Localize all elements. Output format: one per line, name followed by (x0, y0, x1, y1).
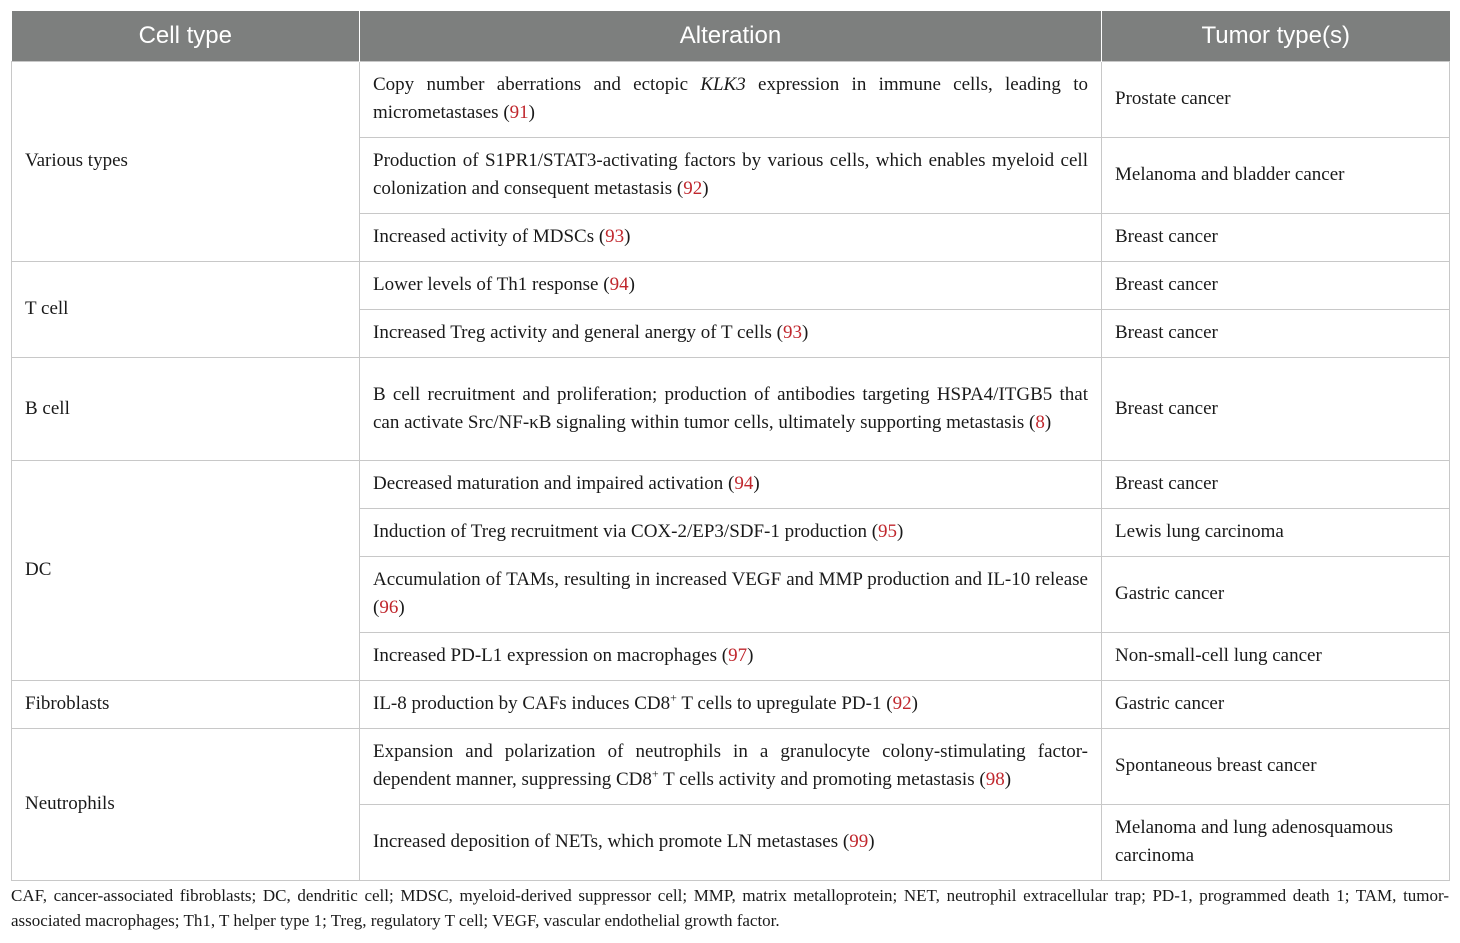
alteration-text: Expansion and polarization of neutrophils in a granulocyte colony-stimulating factor-dependent manner, suppressing CD8 (373, 741, 1088, 790)
tumor-type-cell: Melanoma and bladder cancer (1102, 138, 1450, 214)
alteration-text: ) (1004, 769, 1012, 790)
alteration-text: Lower levels of Th1 response ( (373, 274, 610, 295)
reference-link[interactable]: 91 (509, 102, 529, 123)
alteration-text: T cells to upregulate PD-1 ( (676, 693, 893, 714)
cell-type-cell: Fibroblasts (12, 681, 360, 729)
superscript: + (651, 766, 659, 781)
table-row (12, 262, 1450, 310)
alteration-text: B cell recruitment and proliferation; production of antibodies targeting HSPA4/ITGB5 that can activate Src/NF-κB signaling within tumor cells, ultimately supporting metastasis ( (373, 383, 1088, 433)
alteration-text: ) (528, 102, 535, 123)
alteration-cell (360, 633, 1102, 681)
alteration-text: T cells activity and promoting metastasis ( (658, 769, 986, 790)
cell-type-cell: B cell (12, 358, 360, 461)
tumor-type-cell: Melanoma and lung adenosquamous carcinoma (1102, 805, 1450, 881)
alteration-text: ) (747, 645, 754, 666)
reference-link[interactable]: 95 (878, 521, 898, 542)
alteration-text: ) (624, 226, 631, 247)
reference-link[interactable]: 8 (1035, 411, 1045, 433)
table-row (12, 729, 1450, 805)
alteration-text: Copy number aberrations and ectopic (373, 74, 701, 95)
table-footnote: CAF, cancer-associated fibroblasts; DC, dendritic cell; MDSC, myeloid-derived suppressor cell; MMP, matrix metalloprotein; NET, neutrophil extracellular trap; PD-1, programmed death 1; TAM, tumor-associated macrophages; Th1, T helper type 1; Treg, regulatory T cell; VEGF, vascular endothelial growth factor. (11, 886, 1449, 930)
superscript: + (670, 690, 677, 705)
gene-name: KLK3 (700, 74, 746, 95)
alteration-text: ) (753, 473, 760, 494)
alteration-cell (360, 62, 1102, 138)
alteration-text: Decreased maturation and impaired activation ( (373, 473, 735, 494)
alteration-text: Accumulation of TAMs, resulting in increased VEGF and MMP production and IL-10 release ( (373, 569, 1088, 618)
alteration-cell (360, 729, 1102, 805)
alteration-cell (360, 310, 1102, 358)
cell-type-cell: Various types (12, 62, 360, 262)
alteration-text: Increased activity of MDSCs ( (373, 226, 606, 247)
tumor-type-cell: Non-small-cell lung cancer (1102, 633, 1450, 681)
tumor-type-cell: Gastric cancer (1102, 557, 1450, 633)
reference-link[interactable]: 92 (892, 693, 912, 714)
tumor-type-cell: Lewis lung carcinoma (1102, 509, 1450, 557)
reference-link[interactable]: 96 (379, 597, 399, 618)
alteration-cell (360, 358, 1102, 461)
table-body (12, 62, 1450, 881)
tumor-type-cell: Breast cancer (1102, 214, 1450, 262)
table-row (12, 681, 1450, 729)
reference-link[interactable]: 98 (985, 769, 1005, 790)
header-row (12, 11, 1450, 62)
reference-link[interactable]: 99 (849, 831, 869, 852)
alteration-cell (360, 262, 1102, 310)
alteration-text: Induction of Treg recruitment via COX-2/EP3/SDF-1 production ( (373, 521, 879, 542)
tumor-type-cell: Prostate cancer (1102, 62, 1450, 138)
alteration-text: ) (868, 831, 875, 852)
tumor-type-cell: Breast cancer (1102, 262, 1450, 310)
alteration-text: Production of S1PR1/STAT3-activating factors by various cells, which enables myeloid cell colonization and consequent metastasis ( (373, 150, 1088, 199)
reference-link[interactable]: 97 (728, 645, 748, 666)
alteration-cell (360, 509, 1102, 557)
alteration-cell (360, 805, 1102, 881)
alteration-cell (360, 557, 1102, 633)
reference-link[interactable]: 93 (782, 322, 802, 343)
alteration-cell (360, 138, 1102, 214)
tumor-type-cell: Spontaneous breast cancer (1102, 729, 1450, 805)
alteration-text: ) (897, 521, 904, 542)
reference-link[interactable]: 94 (609, 274, 629, 295)
alteration-text: expression in immune cells, leading to micrometastases ( (373, 74, 1088, 123)
cell-type-cell: Neutrophils (12, 729, 360, 881)
reference-link[interactable]: 92 (683, 178, 703, 199)
alteration-text: Increased deposition of NETs, which promote LN metastases ( (373, 831, 850, 852)
alteration-cell (360, 681, 1102, 729)
table-row (12, 62, 1450, 138)
reference-link[interactable]: 93 (605, 226, 625, 247)
tumor-type-cell: Breast cancer (1102, 461, 1450, 509)
tumor-type-cell: Gastric cancer (1102, 681, 1450, 729)
table-row (12, 461, 1450, 509)
table-row (12, 358, 1450, 461)
alteration-text: Increased Treg activity and general anergy of T cells ( (373, 322, 783, 343)
column-header-tumor-types: Tumor type(s) (1102, 11, 1450, 62)
alteration-text: ) (702, 178, 709, 199)
alteration-text: ) (911, 693, 918, 714)
alteration-cell (360, 214, 1102, 262)
alteration-text: IL-8 production by CAFs induces CD8 (373, 693, 671, 714)
cell-type-cell: T cell (12, 262, 360, 358)
reference-link[interactable]: 94 (734, 473, 754, 494)
alteration-text: ) (398, 597, 405, 618)
column-header-cell-type: Cell type (12, 11, 360, 62)
column-header-alteration: Alteration (360, 11, 1102, 62)
cell-type-cell: DC (12, 461, 360, 681)
alteration-text: Increased PD-L1 expression on macrophages ( (373, 645, 729, 666)
alteration-text: ) (1044, 411, 1052, 433)
alteration-text: ) (628, 274, 635, 295)
tumor-type-cell: Breast cancer (1102, 310, 1450, 358)
tumor-type-cell: Breast cancer (1102, 358, 1450, 461)
alteration-text: ) (801, 322, 809, 343)
data-table (11, 11, 1450, 881)
alteration-cell (360, 461, 1102, 509)
